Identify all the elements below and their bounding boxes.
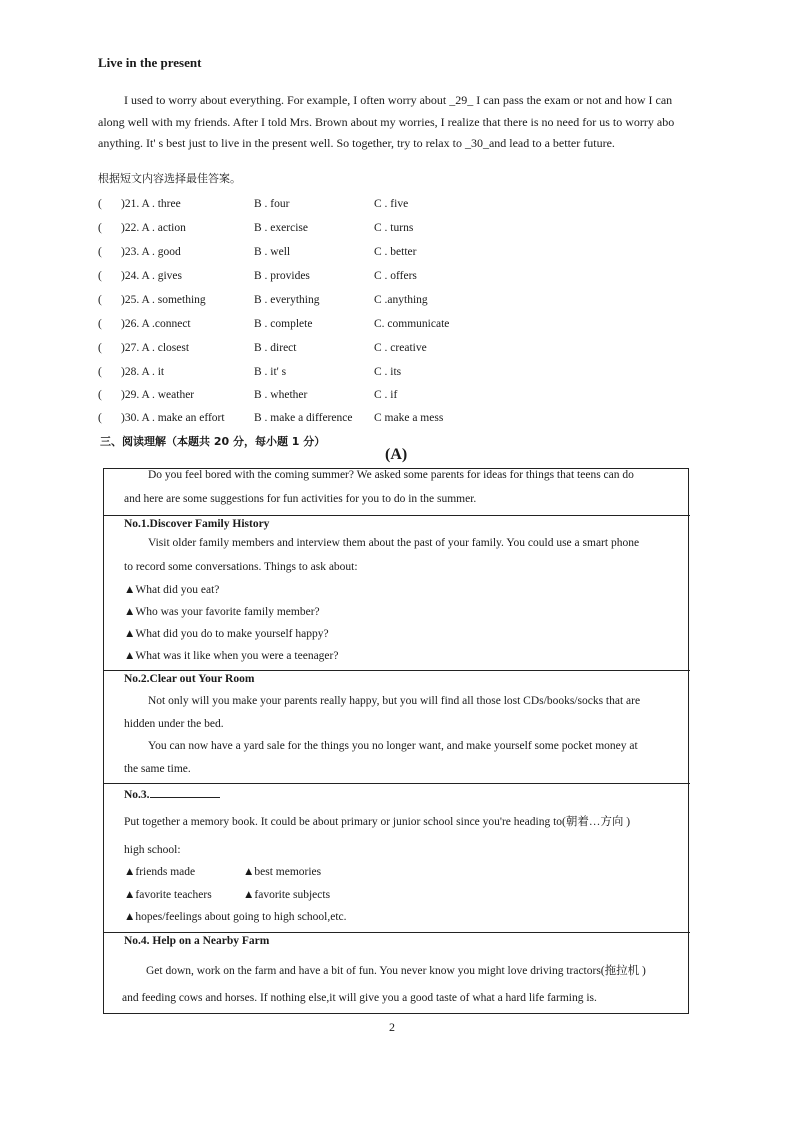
bullet-item: ▲What was it like when you were a teenager? [124,650,339,662]
question-29 [98,389,578,409]
question-26 [98,318,578,338]
option-a: )22. A . action [121,222,186,234]
option-c: C . creative [374,342,427,354]
answer-paren: ( [98,412,102,424]
answer-paren: ( [98,342,102,354]
option-a: )21. A . three [121,198,181,210]
option-c: C. communicate [374,318,450,330]
page-number: 2 [389,1020,395,1034]
option-b: B . four [254,198,290,210]
option-b: B . whether [254,389,308,401]
section-4-heading: No.4. Help on a Nearby Farm [124,935,270,947]
answer-paren: ( [98,318,102,330]
answer-paren: ( [98,246,102,258]
question-24 [98,270,578,290]
option-c: C .anything [374,294,428,306]
option-a: )27. A . closest [121,342,190,354]
option-c: C . offers [374,270,417,282]
option-a: )23. A . good [121,246,181,258]
answer-paren: ( [98,222,102,234]
passage-title: Live in the present [98,55,202,70]
option-b: B . make a difference [254,412,353,424]
section-3-text: high school: [124,844,181,856]
answer-blank [150,787,220,798]
option-a: )28. A . it [121,366,165,378]
section-heading: 三、阅读理解（本题共 20 分，每小题 1 分） [100,435,326,448]
option-c: C . better [374,246,417,258]
option-a: )29. A . weather [121,389,195,401]
instruction: 根据短文内容选择最佳答案。 [98,172,241,185]
passage-line-2: along well with my friends. After I told Mrs. Brown about my worries, I realize that there is no need for us to worry abo [98,115,675,129]
section-1-text: to record some conversations. Things to ask about: [124,561,358,573]
part-label: (A) [385,446,408,463]
question-21 [98,198,578,218]
answer-paren: ( [98,270,102,282]
option-b: B . everything [254,294,320,306]
bullet-item: ▲Who was your favorite family member? [124,606,320,618]
passage-line-3: anything. It' s best just to live in the present well. So together, try to relax to _30_and lead to a better future. [98,136,615,150]
option-b: B . direct [254,342,297,354]
question-22 [98,222,578,242]
bullet-item: ▲best memories [243,866,322,878]
passage-line-1: I used to worry about everything. For example, I often worry about _29_ I can pass the exam or not and how I can [124,93,673,107]
option-c: C . its [374,366,402,378]
option-a: )25. A . something [121,294,206,306]
section-4-text: and feeding cows and horses. If nothing else,it will give you a good taste of what a hard life farming is. [122,992,597,1004]
bullet-item: ▲favorite subjects [243,889,331,901]
bullet-item: ▲favorite teachers [124,889,212,901]
option-b: B . well [254,246,291,258]
option-c: C . five [374,198,409,210]
section-1-heading: No.1.Discover Family History [124,518,270,530]
section-3-label: No.3. [124,789,150,801]
section-2-heading: No.2.Clear out Your Room [124,673,255,685]
section-1-text: Visit older family members and interview them about the past of your family. You could use a smart phone [148,537,640,549]
section-2-text: Not only will you make your parents really happy, but you will find all those lost CDs/books/socks that are [148,695,641,707]
section-2-text: the same time. [124,763,191,775]
option-b: B . complete [254,318,313,330]
intro-line-1: Do you feel bored with the coming summer? We asked some parents for ideas for things that teens can do [148,469,634,481]
question-25 [98,294,578,314]
answer-paren: ( [98,389,102,401]
option-c: C make a mess [374,412,444,424]
bullet-item: ▲hopes/feelings about going to high school,etc. [124,911,347,923]
option-b: B . provides [254,270,310,282]
intro-line-2: and here are some suggestions for fun activities for you to do in the summer. [124,493,477,505]
question-23 [98,246,578,266]
section-3-heading [124,787,220,801]
option-b: B . it' s [254,366,287,378]
answer-paren: ( [98,198,102,210]
section-4-text: Get down, work on the farm and have a bit of fun. You never know you might love driving tractors(拖拉机 ) [146,965,646,977]
bullet-item: ▲friends made [124,866,196,878]
answer-paren: ( [98,294,102,306]
option-a: )30. A . make an effort [121,412,225,424]
option-a: )24. A . gives [121,270,183,282]
question-28 [98,366,578,386]
option-a: )26. A .connect [121,318,191,330]
bullet-item: ▲What did you do to make yourself happy? [124,628,329,640]
box-divider [103,670,690,671]
section-2-text: hidden under the bed. [124,718,224,730]
question-30 [98,412,578,432]
box-divider [103,783,690,784]
option-b: B . exercise [254,222,308,234]
option-c: C . if [374,389,398,401]
box-divider [103,932,690,933]
bullet-item: ▲What did you eat? [124,584,220,596]
section-3-text: Put together a memory book. It could be about primary or junior school since you're heading to(朝着…方向 ) [124,816,631,828]
section-2-text: You can now have a yard sale for the things you no longer want, and make yourself some pocket money at [148,740,638,752]
option-c: C . turns [374,222,414,234]
box-divider [103,515,690,516]
answer-paren: ( [98,366,102,378]
question-27 [98,342,578,362]
